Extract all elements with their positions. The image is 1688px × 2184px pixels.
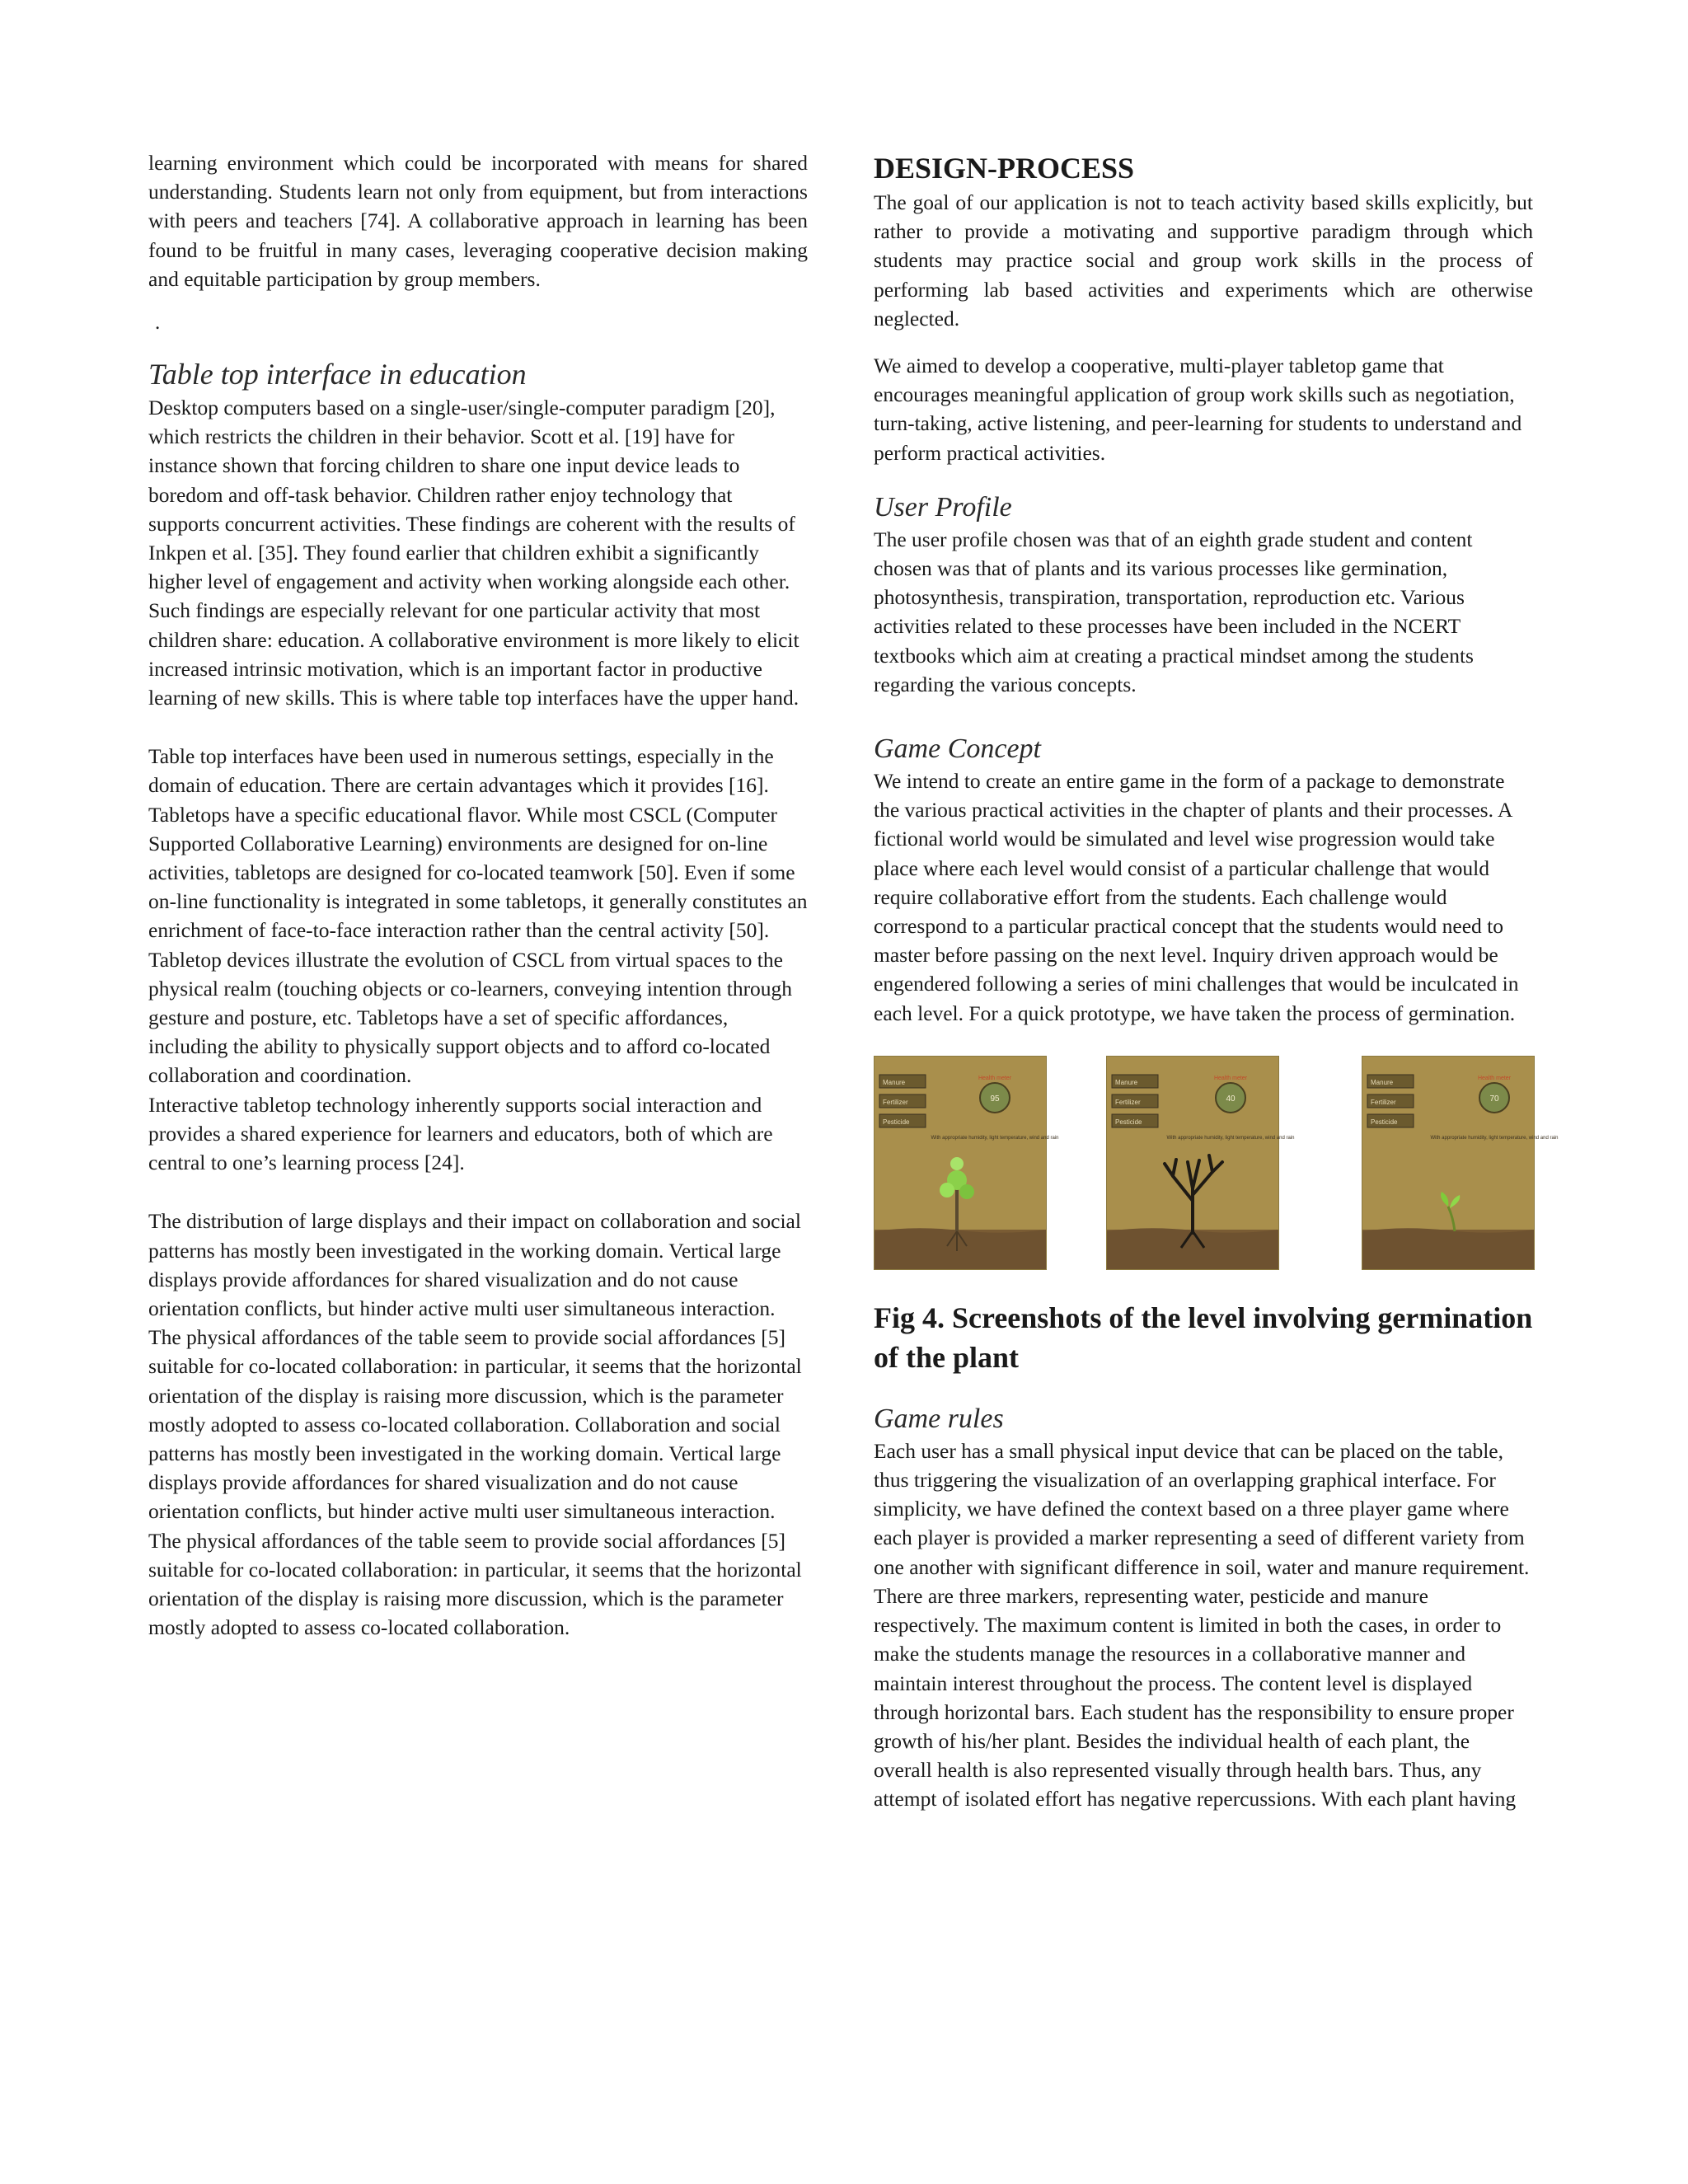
screen1-score: 95: [990, 1094, 1000, 1104]
game-screenshot-3: [1362, 1056, 1559, 1270]
design-paragraph-1: The goal of our application is not to teach activity based skills explicitly, but rather to provide a motivating and supportive paradigm through which students may practice social and group work skills in the process of performing lab based activities and experiments which are otherwise neglected.: [874, 190, 1533, 330]
screen1-button-1: Manure: [883, 1078, 906, 1086]
figure-screenshots: [874, 1056, 1559, 1270]
screen3-button-3: Pesticide: [1371, 1118, 1398, 1126]
screen1-button-2: Fertilizer: [883, 1098, 908, 1106]
design-process-heading: DESIGN-PROCESS: [874, 152, 1135, 185]
screen2-button-2: Fertilizer: [1115, 1098, 1141, 1106]
screen2-button-3: Pesticide: [1115, 1118, 1142, 1126]
stray-dot: .: [155, 312, 161, 335]
tabletop-heading: Table top interface in education: [148, 358, 527, 391]
screen2-hint: With appropriate humidity, light temperature, wind and rain: [1166, 1135, 1295, 1141]
game-rules-paragraph: Each user has a small physical input device that can be placed on the table, thus triggering the visualization of an overlapping graphical interface. For simplicity, we have defined the context based on a three player game where each player is provided a marker representing a seed of different variety from one another with significant difference in soil, water and manure requirement. There are three markers, representing water, pesticide and manure respectively. The maximum content is limited in both the cases, in order to make the students manage the resources in a collaborative manner and maintain interest throughout the process. The content level is displayed through horizontal bars. Each student has the responsibility to ensure proper growth of his/her plant. Besides the individual health of each plant, the overall health is also represented visually through health bars. Thus, any attempt of isolated effort has negative repercussions. With each plant having: [874, 1438, 1530, 1811]
screen2-score: 40: [1226, 1094, 1236, 1104]
game-concept-paragraph: We intend to create an entire game in the form of a package to demonstrate the various practical activities in the chapter of plants and their processes. A fictional world would be simulated and level wise progression would take place where each level would consist of a particular challenge that would require collaborative effort from the students. Each challenge would correspond to a particular practical concept that the students would need to master before passing on the next level. Inquiry driven approach would be engendered following a series of mini challenges that would be inculcated in each level. For a quick prototype, we have taken the process of germination.: [874, 769, 1519, 1025]
tabletop-paragraph-2b: Interactive tabletop technology inherently supports social interaction and provides a shared experience for learners and educators, both of which are central to one’s learning process [24].: [148, 1092, 773, 1175]
design-paragraph-2: We aimed to develop a cooperative, multi-player tabletop game that encourages meaningful application of group work skills such as negotiation, turn-taking, active listening, and peer-learning for students to understand and perform practical activities.: [874, 354, 1522, 465]
screen3-button-2: Fertilizer: [1371, 1098, 1396, 1106]
game-screenshot-2: [1106, 1056, 1295, 1270]
tabletop-paragraph-2: Table top interfaces have been used in numerous settings, especially in the domain of education. There are certain advantages which it provides [16]. Tabletops have a specific educational flavor. While most CSCL (Computer Supported Collaborative Learning) environments are designed for on-line activities, tabletops are designed for co-located teamwork [50]. Even if some on-line functionality is integrated in some tabletops, it generally constitutes an enrichment of face-to-face interaction rather than the central activity [50]. Tabletop devices illustrate the evolution of CSCL from virtual spaces to the physical realm (touching objects or co-learners, conveying intention through gesture and posture, etc. Tabletops have a set of specific affordances, including the ability to physically support objects and to afford co-located collaboration and coordination.: [148, 744, 808, 1088]
user-profile-heading: User Profile: [874, 491, 1012, 523]
right-column: [874, 148, 1559, 1814]
game-screenshot-1: [874, 1056, 1059, 1270]
tabletop-paragraph-1: Desktop computers based on a single-user/single-computer paradigm [20], which restricts the children in their behavior. Scott et al. [19] have for instance shown that forcing children to share one input device leads to boredom and off-task behavior. Children rather enjoy technology that supports concurrent activities. These findings are coherent with the results of Inkpen et al. [35]. They found earlier that children exhibit a significantly higher level of engagement and activity when working alongside each other. Such findings are especially relevant for one particular activity that most children share: education. A collaborative environment is more likely to elicit increased intrinsic motivation, which is an important factor in productive learning of new skills. This is where table top interfaces have the upper hand.: [148, 396, 799, 710]
game-concept-heading: Game Concept: [874, 733, 1042, 765]
tabletop-paragraph-3: The distribution of large displays and their impact on collaboration and social patterns has mostly been investigated in the working domain. Vertical large displays provide affordances for shared visualization and do not cause orientation conflicts, but hinder active multi user simultaneous interaction. The physical affordances of the table seem to provide social affordances [5] suitable for co-located collaboration: in particular, it seems that the horizontal orientation of the display is raising more discussion, which is the parameter mostly adopted to assess co-located collaboration. Collaboration and social patterns has mostly been investigated in the working domain. Vertical large displays provide affordances for shared visualization and do not cause orientation conflicts, but hinder active multi user simultaneous interaction. The physical affordances of the table seem to provide social affordances [5] suitable for co-located collaboration: in particular, it seems that the horizontal orientation of the display is raising more discussion, which is the parameter mostly adopted to assess co-located collaboration.: [148, 1209, 802, 1640]
game-rules-heading: Game rules: [874, 1403, 1004, 1434]
left-column: [148, 148, 808, 1642]
screen3-button-1: Manure: [1371, 1078, 1394, 1086]
screen1-button-3: Pesticide: [883, 1118, 910, 1126]
screen2-button-1: Manure: [1115, 1078, 1138, 1086]
intro-paragraph: learning environment which could be incorporated with means for shared understanding. Students learn not only from equipment, but from interactions with peers and teachers [74]. A collaborative approach in learning has been found to be fruitful in many cases, leveraging cooperative decision making and equitable participation by group members.: [148, 151, 808, 291]
screen3-hint: With appropriate humidity, light temperature, wind and rain: [1430, 1135, 1559, 1141]
screen1-hint: With appropriate humidity, light temperature, wind and rain: [931, 1135, 1059, 1141]
screen3-health-label: Health meter: [1477, 1075, 1512, 1081]
screen2-health-label: Health meter: [1213, 1075, 1248, 1081]
figure-caption: Fig 4. Screenshots of the level involving germination of the plant: [874, 1301, 1533, 1374]
screen3-score: 70: [1489, 1094, 1499, 1104]
user-profile-paragraph: The user profile chosen was that of an eighth grade student and content chosen was that of plants and its various processes like germination, photosynthesis, transpiration, transportation, reproduction etc. Various activities related to these processes have been included in the NCERT textbooks which aim at creating a practical mindset among the students regarding the various concepts.: [874, 527, 1474, 696]
screen1-health-label: Health meter: [978, 1075, 1012, 1081]
